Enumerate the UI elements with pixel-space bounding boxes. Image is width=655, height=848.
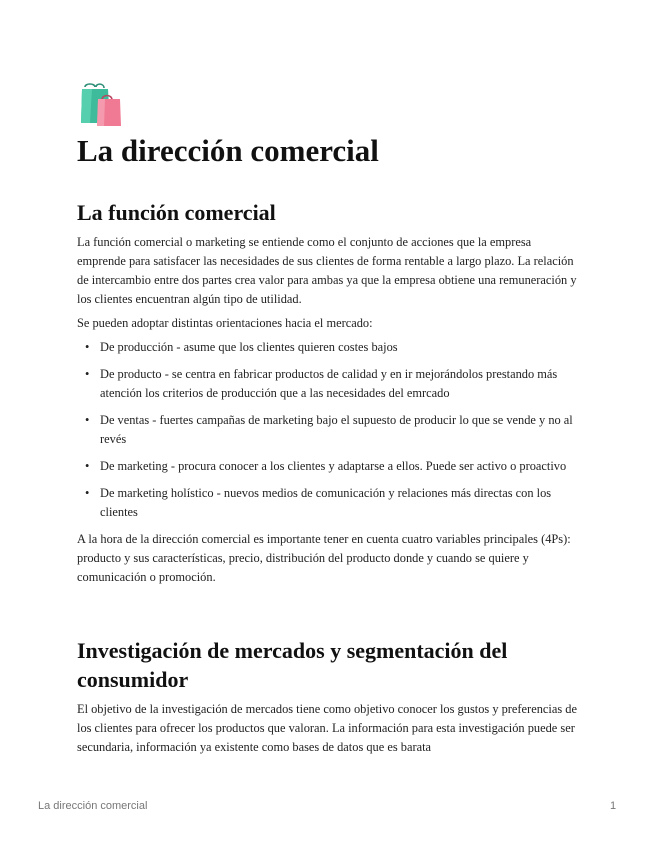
orientation-list: [77, 338, 582, 522]
list-item: [85, 484, 582, 522]
section-investigacion-mercados: [77, 636, 582, 762]
footer-title: La dirección comercial: [38, 800, 148, 812]
list-item-text: De marketing - procura conocer a los clientes y adaptarse a ellos. Puede ser activo o proactivo: [100, 459, 567, 473]
list-item-text: De marketing holístico - nuevos medios de comunicación y relaciones más directas con los clientes: [100, 486, 552, 519]
list-item: [85, 457, 582, 476]
paragraph: La función comercial o marketing se entiende como el conjunto de acciones que la empresa emprende para satisfacer las necesidades de sus clientes de forma rentable a largo plazo. La relación de intercambio entre dos partes crea valor para ambas ya que la empresa obtiene una remuneración y los clientes encuentran algún tipo de utilidad.: [77, 235, 577, 306]
list-item: [85, 365, 582, 403]
bullet-icon: •: [85, 459, 90, 473]
paragraph: Se pueden adoptar distintas orientaciones hacia el mercado:: [77, 316, 373, 330]
page-title: La dirección comercial: [77, 133, 379, 168]
bullet-icon: •: [85, 486, 90, 500]
shopping-bags-icon: [78, 83, 124, 129]
section-heading: Investigación de mercados y segmentación del consumidor: [77, 638, 508, 692]
section-heading: La función comercial: [77, 200, 276, 225]
bullet-icon: •: [85, 367, 90, 381]
paragraph: A la hora de la dirección comercial es importante tener en cuenta cuatro variables principales (4Ps): producto y sus características, precio, distribución del producto donde y cuando se quiere y comunicación o promoción.: [77, 532, 571, 584]
list-item-text: De producto - se centra en fabricar productos de calidad y en ir mejorándolos prestando más atención los criterios de producción que a las necesidades del emrcado: [100, 367, 558, 400]
list-item-text: De ventas - fuertes campañas de marketing bajo el supuesto de producir lo que se vende y no al revés: [100, 413, 573, 446]
bullet-icon: •: [85, 340, 90, 354]
list-item: [85, 338, 582, 357]
bullet-icon: •: [85, 413, 90, 427]
page-number: 1: [610, 800, 617, 812]
section-funcion-comercial: [77, 198, 582, 592]
paragraph: El objetivo de la investigación de mercados tiene como objetivo conocer los gustos y preferencias de los clientes para ofrecer los productos que valoran. La información para esta investigación puede ser secundaria, información ya existente como bases de datos que es barata: [77, 702, 577, 754]
list-item-text: De producción - asume que los clientes quieren costes bajos: [100, 340, 398, 354]
list-item: [85, 411, 582, 449]
